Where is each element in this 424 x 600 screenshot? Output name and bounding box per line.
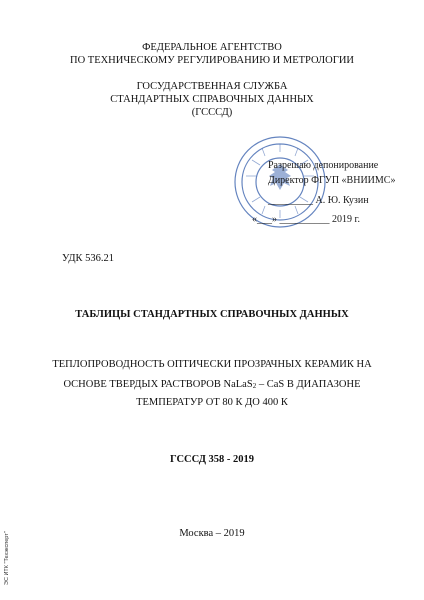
date-day-blank: ___ [257,214,272,225]
date-quote-open: « [252,214,257,225]
approval-permit-text: Разрешаю депонирование [268,160,379,171]
signature-line [268,195,369,207]
title-line-3: ТЕМПЕРАТУР ОТ 80 К ДО 400 К [136,397,288,408]
approval-block [228,132,418,242]
document-heading: ТАБЛИЦЫ СТАНДАРТНЫХ СПРАВОЧНЫХ ДАННЫХ [75,309,349,320]
title-line-2-end: – CaS В ДИАПАЗОНЕ [256,379,361,390]
date-year: 2019 г. [332,214,360,225]
title-line-2 [0,378,424,391]
subscript-two: 2 [252,382,257,390]
title-line-2-start: ОСНОВЕ ТВЕРДЫХ РАСТВОРОВ NaLaS [63,379,253,390]
approval-date-line [252,214,360,226]
title-line-1: ТЕПЛОПРОВОДНОСТЬ ОПТИЧЕСКИ ПРОЗРАЧНЫХ КЕРАМИК НА [52,359,372,370]
date-month-blank: __________ [279,214,330,225]
agency-line-2: ПО ТЕХНИЧЕСКОМУ РЕГУЛИРОВАНИЮ И МЕТРОЛОГИИ [69,55,354,66]
side-watermark-text: ЭС ИТК "Техэксперт" [4,531,10,585]
approval-director-text: Директор ФГУП «ВНИИМС» [268,175,396,186]
service-line-2: СТАНДАРТНЫХ СПРАВОЧНЫХ ДАННЫХ [110,94,314,105]
signature-blank: _________ [268,195,313,206]
service-line-3: (ГСССД) [191,107,233,118]
udk-code: УДК 536.21 [62,253,115,264]
date-quote-close: » [272,214,277,225]
service-line-1: ГОСУДАРСТВЕННАЯ СЛУЖБА [136,81,288,92]
place-and-year: Москва – 2019 [179,528,245,539]
document-code: ГСССД 358 - 2019 [169,454,255,465]
agency-line-1: ФЕДЕРАЛЬНОЕ АГЕНТСТВО [142,42,282,53]
signer-name: А. Ю. Кузин [315,195,369,206]
